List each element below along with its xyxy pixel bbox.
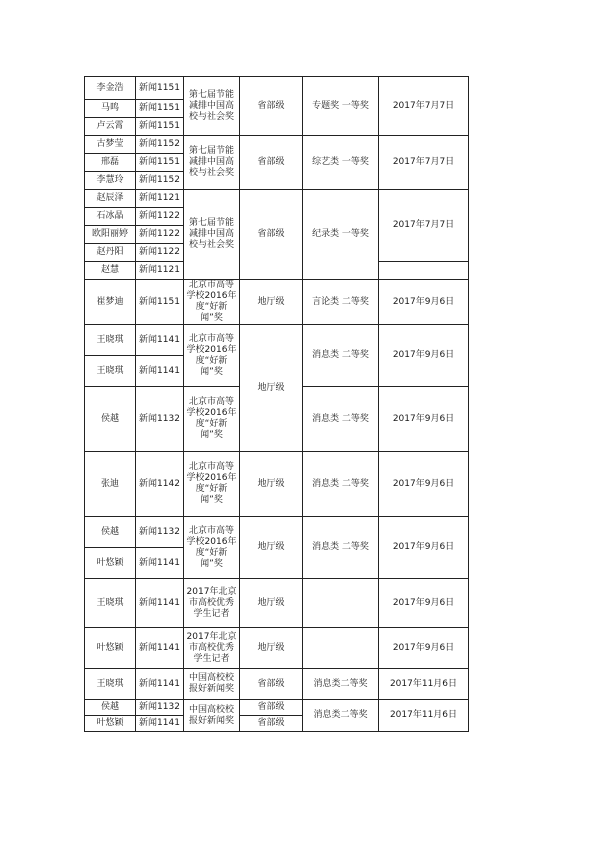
class-name: 新闻1141 [136,628,184,669]
class-name: 新闻1132 [136,517,184,548]
prize-category [303,579,379,628]
table-row [85,517,469,548]
award-date: 2017年9月6日 [379,452,469,517]
prize-category: 专题奖 一等奖 [303,77,379,136]
award-level: 地厅级 [240,325,303,452]
class-name: 新闻1122 [136,208,184,226]
award-level: 省部级 [240,136,303,190]
student-name: 侯越 [85,700,136,716]
prize-category: 消息类 二等奖 [303,387,379,452]
award-date: 2017年7月7日 [379,136,469,190]
prize-category: 消息类 二等奖 [303,517,379,579]
class-name: 新闻1132 [136,387,184,452]
award-date: 2017年9月6日 [379,628,469,669]
award-date: 2017年7月7日 [379,77,469,136]
award-title: 中国高校校报好新闻奖 [184,669,240,700]
award-title: 北京市高等学校2016年度“好新闻”奖 [184,280,240,325]
award-level: 地厅级 [240,628,303,669]
prize-category: 消息类 二等奖 [303,452,379,517]
award-date: 2017年11月6日 [379,700,469,732]
award-date: 2017年9月6日 [379,579,469,628]
student-name: 古梦莹 [85,136,136,154]
student-name: 叶悠颖 [85,628,136,669]
awards-table [84,76,469,732]
award-level: 省部级 [240,716,303,732]
student-name: 欧阳丽婷 [85,226,136,244]
award-level: 省部级 [240,190,303,280]
table-row [85,700,469,716]
student-name: 王晓琪 [85,325,136,356]
prize-category: 消息类二等奖 [303,669,379,700]
class-name: 新闻1141 [136,579,184,628]
class-name: 新闻1151 [136,118,184,136]
student-name: 邢磊 [85,154,136,172]
award-date: 2017年11月6日 [379,669,469,700]
award-level: 地厅级 [240,280,303,325]
award-date: 2017年9月6日 [379,517,469,579]
table-row [85,136,469,154]
student-name: 叶悠颖 [85,716,136,732]
award-date-empty [379,262,469,280]
student-name: 侯越 [85,517,136,548]
class-name: 新闻1141 [136,548,184,579]
award-title: 中国高校校报好新闻奖 [184,700,240,732]
class-name: 新闻1151 [136,280,184,325]
student-name: 卢云霄 [85,118,136,136]
student-name: 赵辰泽 [85,190,136,208]
award-title: 2017年北京市高校优秀学生记者 [184,579,240,628]
class-name: 新闻1122 [136,244,184,262]
student-name: 赵慧 [85,262,136,280]
table-row [85,77,469,100]
award-level: 省部级 [240,669,303,700]
student-name: 李慧玲 [85,172,136,190]
student-name: 侯越 [85,387,136,452]
prize-category: 综艺类 一等奖 [303,136,379,190]
table-row [85,325,469,356]
award-date: 2017年7月7日 [379,190,469,262]
table-row [85,280,469,325]
award-title: 2017年北京市高校优秀学生记者 [184,628,240,669]
prize-category: 言论类 二等奖 [303,280,379,325]
class-name: 新闻1141 [136,325,184,356]
student-name: 马鸣 [85,100,136,118]
award-date: 2017年9月6日 [379,325,469,387]
class-name: 新闻1121 [136,262,184,280]
class-name: 新闻1151 [136,154,184,172]
class-name: 新闻1151 [136,77,184,100]
award-title: 北京市高等学校2016年度“好新闻”奖 [184,387,240,452]
table-row [85,452,469,517]
student-name: 崔梦迪 [85,280,136,325]
class-name: 新闻1122 [136,226,184,244]
award-title: 北京市高等学校2016年度“好新闻”奖 [184,452,240,517]
award-level: 省部级 [240,700,303,716]
prize-category: 纪录类 一等奖 [303,190,379,280]
class-name: 新闻1151 [136,100,184,118]
student-name: 张迪 [85,452,136,517]
class-name: 新闻1142 [136,452,184,517]
award-title: 第七届节能减排中国高校与社会奖 [184,136,240,190]
award-level: 地厅级 [240,579,303,628]
student-name: 赵丹阳 [85,244,136,262]
award-level: 地厅级 [240,452,303,517]
class-name: 新闻1152 [136,172,184,190]
prize-category: 消息类二等奖 [303,700,379,732]
class-name: 新闻1141 [136,716,184,732]
class-name: 新闻1132 [136,700,184,716]
class-name: 新闻1121 [136,190,184,208]
award-level: 省部级 [240,77,303,136]
award-title: 北京市高等学校2016年度“好新闻”奖 [184,517,240,579]
prize-category: 消息类 二等奖 [303,325,379,387]
class-name: 新闻1141 [136,669,184,700]
class-name: 新闻1141 [136,356,184,387]
table-row [85,579,469,628]
award-date: 2017年9月6日 [379,387,469,452]
award-title: 第七届节能减排中国高校与社会奖 [184,190,240,280]
award-date: 2017年9月6日 [379,280,469,325]
student-name: 叶悠颖 [85,548,136,579]
student-name: 王晓琪 [85,579,136,628]
student-name: 李金浩 [85,77,136,100]
award-level: 地厅级 [240,517,303,579]
class-name: 新闻1152 [136,136,184,154]
table-row [85,669,469,700]
prize-category [303,628,379,669]
award-title: 第七届节能减排中国高校与社会奖 [184,77,240,136]
table-row [85,628,469,669]
student-name: 王晓琪 [85,356,136,387]
student-name: 王晓琪 [85,669,136,700]
table-row [85,190,469,208]
student-name: 石冰晶 [85,208,136,226]
award-title: 北京市高等学校2016年度“好新闻”奖 [184,325,240,387]
